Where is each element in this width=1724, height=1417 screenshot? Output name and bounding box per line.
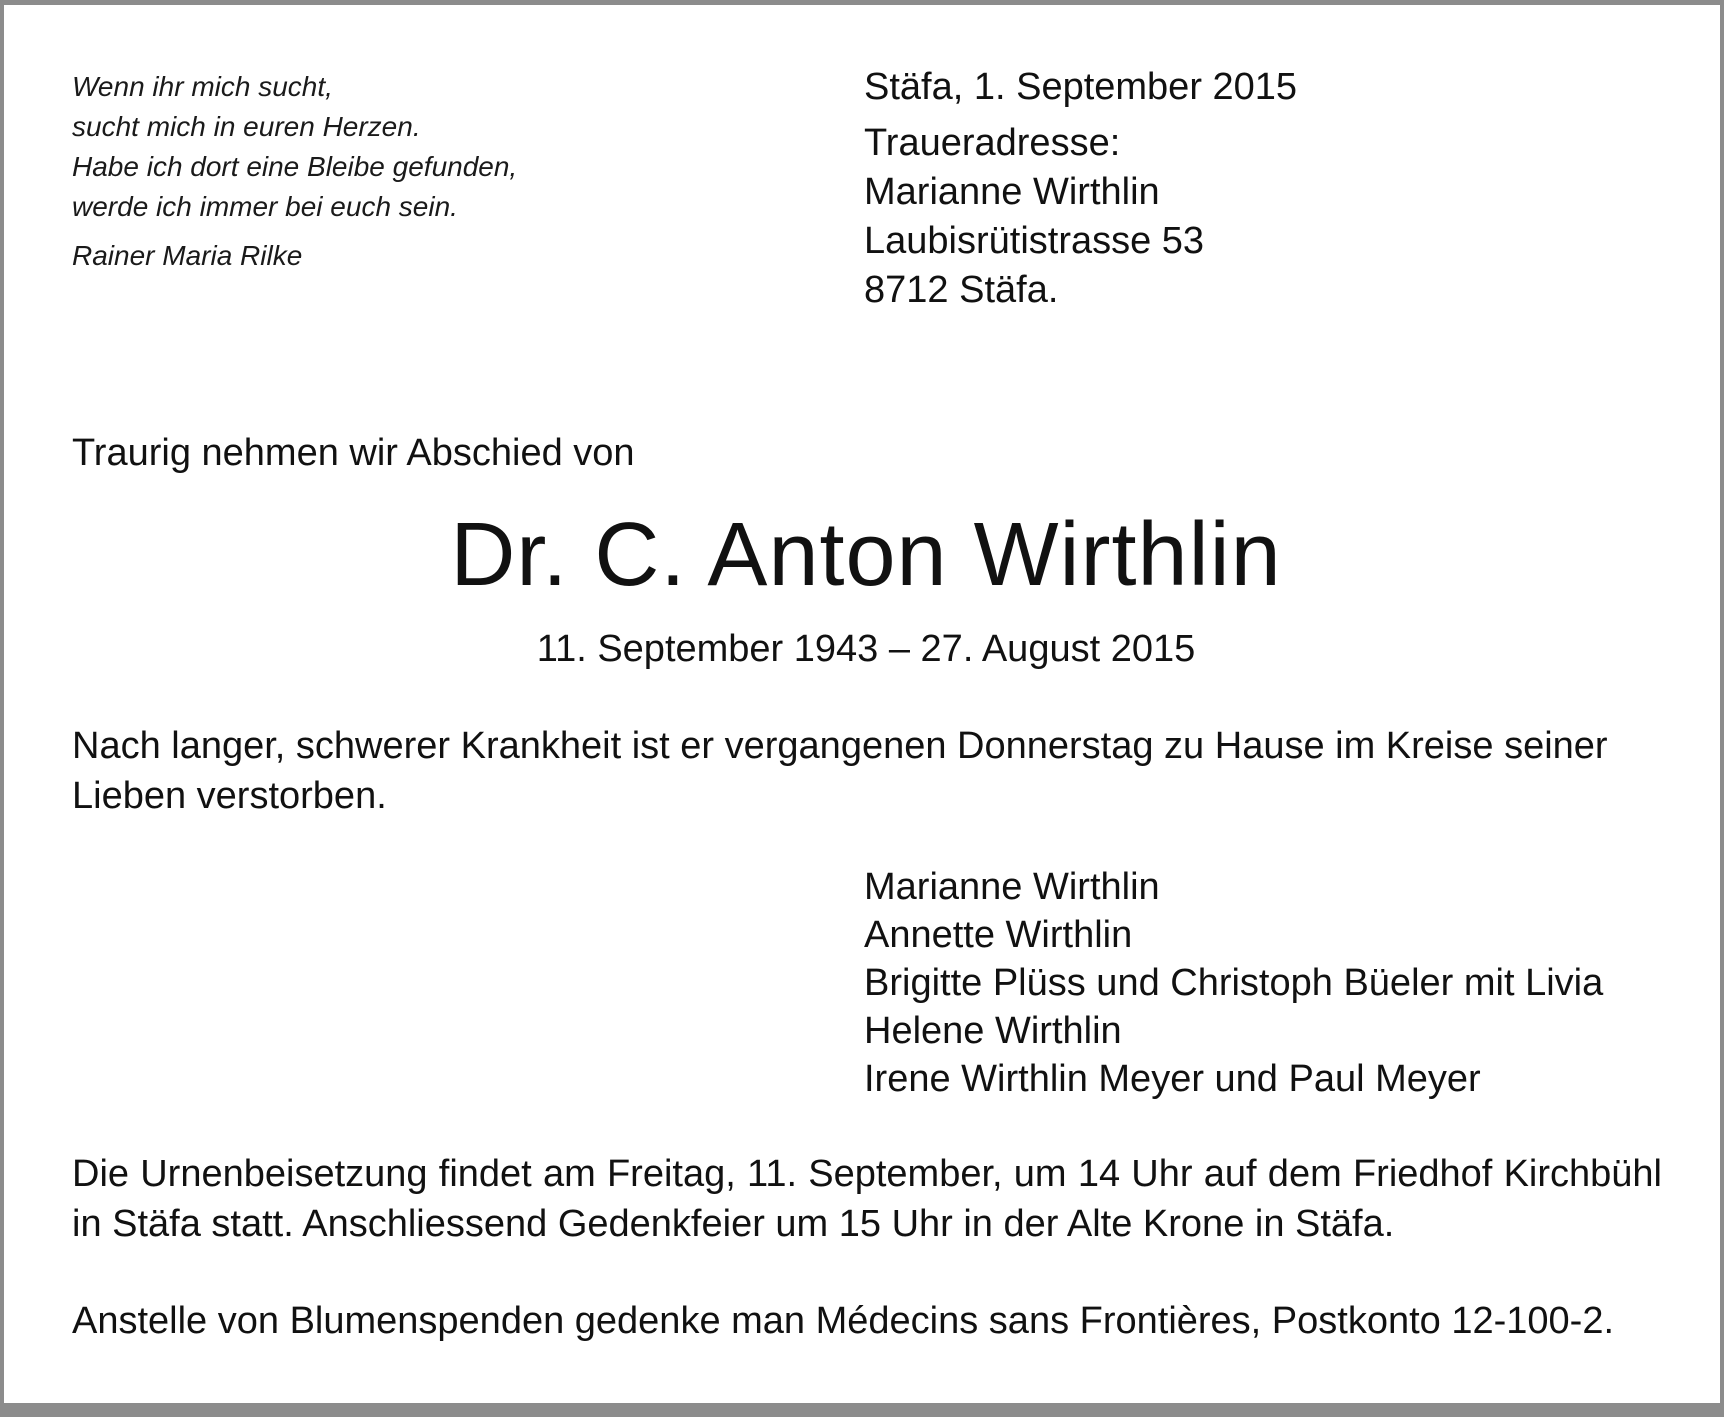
- address-city: 8712 Stäfa.: [864, 269, 1059, 311]
- ceremony-info: Die Urnenbeisetzung findet am Freitag, 11. September, um 14 Uhr auf dem Friedhof Kirchbühl in Stäfa statt. Anschliessend Gedenkfeier um 15 Uhr in der Alte Krone in Stäfa.: [72, 1153, 1662, 1245]
- mourning-address: [864, 63, 1297, 315]
- poem-quote: [72, 67, 517, 276]
- address-label: Traueradresse:: [864, 122, 1121, 164]
- family-list: [864, 863, 1603, 1103]
- deceased-name: Dr. C. Anton Wirthlin: [450, 505, 1282, 605]
- poem-line: Wenn ihr mich sucht,: [72, 71, 333, 102]
- family-member: Marianne Wirthlin: [864, 866, 1160, 908]
- family-member: Helene Wirthlin: [864, 1010, 1122, 1052]
- place-date: Stäfa, 1. September 2015: [864, 66, 1298, 108]
- donation-note: Anstelle von Blumenspenden gedenke man Médecins sans Frontières, Postkonto 12-100-2.: [72, 1300, 1615, 1342]
- poem-line: sucht mich in euren Herzen.: [72, 111, 421, 142]
- life-dates: 11. September 1943 – 27. August 2015: [536, 628, 1196, 670]
- poem-author: Rainer Maria Rilke: [72, 240, 303, 271]
- family-member: Brigitte Plüss und Christoph Büeler mit Livia: [864, 962, 1604, 1004]
- address-street: Laubisrütistrasse 53: [864, 220, 1205, 262]
- address-name: Marianne Wirthlin: [864, 171, 1160, 213]
- poem-line: Habe ich dort eine Bleibe gefunden,: [72, 151, 518, 182]
- family-member: Irene Wirthlin Meyer und Paul Meyer: [864, 1058, 1481, 1100]
- farewell-intro: Traurig nehmen wir Abschied von: [72, 432, 635, 474]
- poem-line: werde ich immer bei euch sein.: [72, 191, 458, 222]
- death-message: Nach langer, schwerer Krankheit ist er vergangenen Donnerstag zu Hause im Kreise seiner Lieben verstorben.: [72, 725, 1608, 817]
- family-member: Annette Wirthlin: [864, 914, 1133, 956]
